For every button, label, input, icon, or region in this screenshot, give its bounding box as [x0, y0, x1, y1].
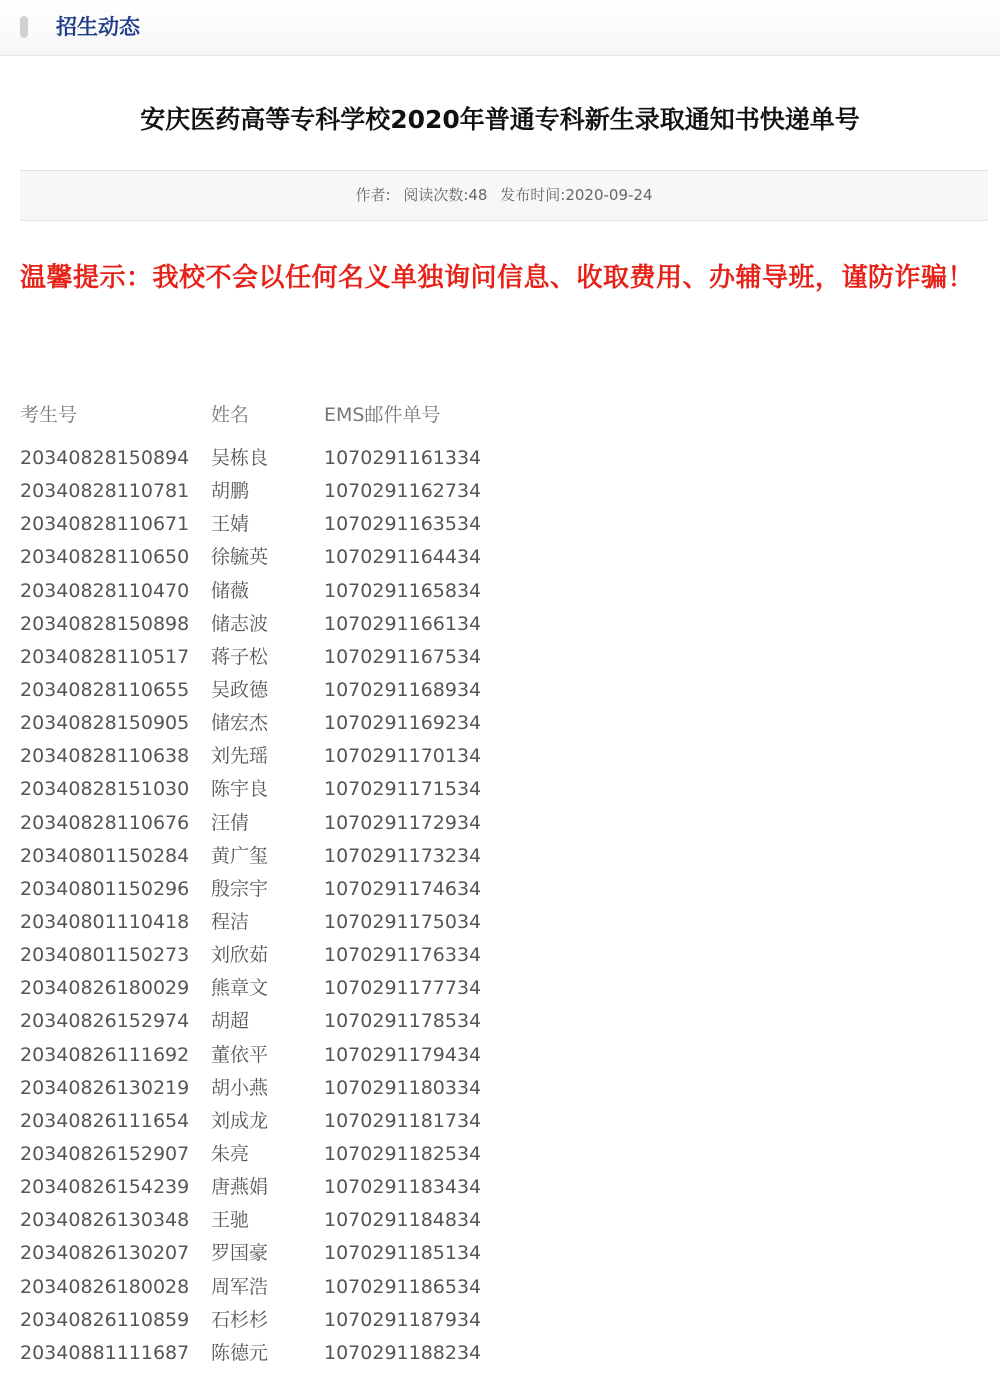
- cell-name: 朱亮: [211, 1142, 250, 1165]
- table-row: [20, 740, 480, 773]
- cell-ems-number: 1070291188234: [324, 1341, 482, 1364]
- table-header-row: [20, 398, 480, 432]
- table-row: [20, 773, 480, 806]
- table-row: [20, 674, 480, 707]
- table-row: [20, 1105, 480, 1138]
- header-name: 姓名: [211, 404, 250, 426]
- cell-ems-number: 1070291174634: [324, 877, 482, 900]
- cell-name: 胡超: [211, 1010, 250, 1033]
- cell-ems-number: 1070291183434: [324, 1176, 482, 1199]
- cell-exam-number: 20340826152907: [20, 1142, 190, 1165]
- meta-published: 发布时间:2020-09-24: [500, 186, 653, 204]
- table-row: [20, 1304, 480, 1337]
- meta-author: 作者:: [355, 186, 391, 204]
- table-row: [20, 1171, 480, 1204]
- cell-exam-number: 20340828110638: [20, 745, 190, 768]
- cell-name: 王驰: [211, 1209, 250, 1232]
- cell-name: 陈德元: [211, 1341, 269, 1364]
- cell-ems-number: 1070291164434: [324, 546, 482, 569]
- cell-exam-number: 20340801110418: [20, 910, 190, 933]
- cell-exam-number: 20340801150273: [20, 944, 190, 967]
- cell-ems-number: 1070291173234: [324, 844, 482, 867]
- cell-name: 殷宗宇: [211, 877, 269, 900]
- table-row: [20, 641, 480, 674]
- cell-name: 蒋子松: [211, 645, 269, 668]
- header-exam-number: 考生号: [20, 404, 78, 426]
- table-row: [20, 906, 480, 939]
- table-row: [20, 972, 480, 1005]
- section-title[interactable]: 招生动态: [56, 15, 140, 39]
- section-marker: [20, 16, 28, 38]
- cell-ems-number: 1070291181734: [324, 1109, 482, 1132]
- table-row: [20, 840, 480, 873]
- cell-name: 石杉杉: [211, 1308, 269, 1331]
- cell-exam-number: 20340801150296: [20, 877, 190, 900]
- cell-ems-number: 1070291169234: [324, 712, 482, 735]
- cell-ems-number: 1070291179434: [324, 1043, 482, 1066]
- table-row: [20, 508, 480, 541]
- cell-exam-number: 20340828110470: [20, 579, 190, 602]
- table-row: [20, 1039, 480, 1072]
- cell-name: 陈宇良: [211, 778, 269, 801]
- cell-exam-number: 20340801150284: [20, 844, 190, 867]
- cell-name: 周军浩: [211, 1275, 269, 1298]
- cell-exam-number: 20340828110781: [20, 480, 190, 503]
- cell-ems-number: 1070291161334: [324, 447, 482, 469]
- cell-name: 吴政德: [211, 678, 269, 701]
- cell-ems-number: 1070291187934: [324, 1308, 482, 1331]
- cell-exam-number: 20340828110676: [20, 811, 190, 834]
- cell-name: 储志波: [211, 612, 269, 635]
- cell-name: 唐燕娟: [211, 1176, 269, 1199]
- table-row: [20, 939, 480, 972]
- cell-name: 罗国豪: [211, 1242, 269, 1265]
- article-title: 安庆医药高等专科学校2020年普通专科新生录取通知书快递单号: [140, 105, 860, 134]
- cell-name: 储宏杰: [211, 712, 269, 735]
- table-row: [20, 541, 480, 574]
- cell-exam-number: 20340826130348: [20, 1209, 190, 1232]
- table-row: [20, 873, 480, 906]
- cell-name: 储薇: [211, 579, 250, 602]
- cell-ems-number: 1070291170134: [324, 745, 482, 768]
- cell-name: 王婧: [211, 513, 250, 536]
- cell-ems-number: 1070291178534: [324, 1010, 482, 1033]
- cell-ems-number: 1070291177734: [324, 977, 482, 1000]
- cell-ems-number: 1070291166134: [324, 612, 482, 635]
- cell-exam-number: 20340828110650: [20, 546, 190, 569]
- cell-ems-number: 1070291165834: [324, 579, 482, 602]
- table-row: [20, 1337, 480, 1370]
- cell-exam-number: 20340828110671: [20, 513, 190, 536]
- cell-exam-number: 20340828150905: [20, 712, 190, 735]
- table-row: [20, 1072, 480, 1105]
- header-ems-number: EMS邮件单号: [324, 404, 441, 426]
- table-row: [20, 707, 480, 740]
- cell-ems-number: 1070291186534: [324, 1275, 482, 1298]
- cell-name: 吴栋良: [211, 447, 269, 469]
- cell-name: 汪倩: [211, 811, 250, 834]
- cell-exam-number: 20340828150894: [20, 447, 190, 469]
- cell-name: 胡小燕: [211, 1076, 269, 1099]
- cell-name: 黄广玺: [211, 844, 269, 867]
- cell-exam-number: 20340826180029: [20, 977, 190, 1000]
- cell-name: 董依平: [211, 1043, 269, 1066]
- cell-ems-number: 1070291172934: [324, 811, 482, 834]
- table-row: [20, 1204, 480, 1237]
- cell-exam-number: 20340826110859: [20, 1308, 190, 1331]
- cell-exam-number: 20340828110655: [20, 678, 190, 701]
- cell-ems-number: 1070291163534: [324, 513, 482, 536]
- fraud-warning: 温馨提示：我校不会以任何名义单独询问信息、收取费用、办辅导班，谨防诈骗！: [20, 263, 975, 293]
- cell-exam-number: 20340826180028: [20, 1275, 190, 1298]
- cell-name: 刘欣茹: [211, 944, 269, 967]
- cell-ems-number: 1070291175034: [324, 910, 482, 933]
- table-row: [20, 442, 480, 475]
- cell-ems-number: 1070291184834: [324, 1209, 482, 1232]
- cell-name: 刘成龙: [211, 1109, 269, 1132]
- cell-ems-number: 1070291180334: [324, 1076, 482, 1099]
- cell-name: 徐毓英: [211, 546, 269, 569]
- cell-exam-number: 20340826154239: [20, 1176, 190, 1199]
- cell-ems-number: 1070291167534: [324, 645, 482, 668]
- cell-exam-number: 20340828150898: [20, 612, 190, 635]
- cell-ems-number: 1070291182534: [324, 1142, 482, 1165]
- table-row: [20, 1237, 480, 1270]
- cell-ems-number: 1070291185134: [324, 1242, 482, 1265]
- cell-exam-number: 20340826130219: [20, 1076, 190, 1099]
- cell-ems-number: 1070291176334: [324, 944, 482, 967]
- meta-views: 阅读次数:48: [403, 186, 488, 204]
- cell-exam-number: 20340828110517: [20, 645, 190, 668]
- table-row: [20, 1005, 480, 1038]
- table-row: [20, 807, 480, 840]
- table-row: [20, 1271, 480, 1304]
- cell-exam-number: 20340826152974: [20, 1010, 190, 1033]
- cell-exam-number: 20340826130207: [20, 1242, 190, 1265]
- cell-exam-number: 20340828151030: [20, 778, 190, 801]
- cell-name: 熊章文: [211, 977, 269, 1000]
- table-row: [20, 575, 480, 608]
- cell-exam-number: 20340826111654: [20, 1109, 190, 1132]
- table-row: [20, 1138, 480, 1171]
- cell-ems-number: 1070291168934: [324, 678, 482, 701]
- table-row: [20, 475, 480, 508]
- cell-ems-number: 1070291171534: [324, 778, 482, 801]
- cell-ems-number: 1070291162734: [324, 480, 482, 503]
- cell-name: 程洁: [211, 910, 250, 933]
- express-number-table: [20, 398, 480, 1370]
- cell-name: 胡鹏: [211, 480, 250, 503]
- cell-exam-number: 20340826111692: [20, 1043, 190, 1066]
- table-row: [20, 608, 480, 641]
- article-meta: [20, 170, 988, 221]
- section-header: [0, 0, 1000, 56]
- cell-name: 刘先瑶: [211, 745, 269, 768]
- cell-exam-number: 20340881111687: [20, 1341, 190, 1364]
